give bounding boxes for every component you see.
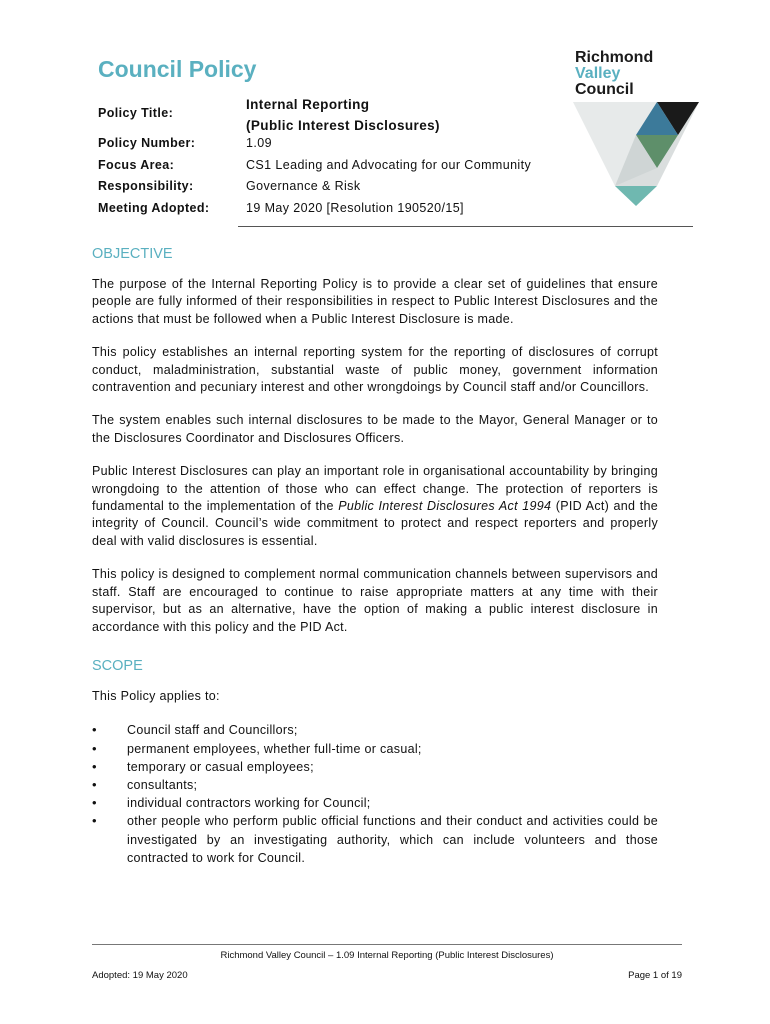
meeting-adopted-row bbox=[98, 201, 693, 223]
footer-document-title: Richmond Valley Council – 1.09 Internal Reporting (Public Interest Disclosures) bbox=[220, 950, 554, 961]
objective-heading: OBJECTIVE bbox=[92, 246, 173, 262]
council-logo bbox=[575, 50, 653, 98]
objective-paragraph-3: The system enables such internal disclosures to be made to the Mayor, General Manager or to the Disclosures Coordinator and Disclosures Officers. bbox=[92, 413, 658, 445]
logo-line-2: Valley bbox=[575, 65, 621, 82]
policy-title-label: Policy Title: bbox=[98, 106, 174, 120]
policy-body bbox=[92, 246, 658, 867]
focus-area-label: Focus Area: bbox=[98, 157, 175, 172]
policy-details bbox=[98, 92, 693, 222]
scope-intro: This Policy applies to: bbox=[92, 688, 220, 703]
page-title: Council Policy bbox=[98, 56, 257, 82]
focus-area-row bbox=[98, 158, 693, 180]
details-divider bbox=[238, 226, 693, 227]
logo-line-1: Richmond bbox=[575, 49, 654, 66]
policy-number-label: Policy Number: bbox=[98, 136, 196, 150]
list-item: • consultants; bbox=[92, 776, 658, 794]
objective-paragraph-1: The purpose of the Internal Reporting Policy is to provide a clear set of guidelines that ensure people are fully informed of their responsibilities in respect to Public Interest Disclosures and the actions that must be followed when a Public Interest Disclosure is made. bbox=[92, 277, 658, 326]
policy-title-row bbox=[98, 92, 693, 136]
objective-paragraph-5: This policy is designed to complement normal communication channels between supervisors and staff. Staff are encouraged to continue to raise appropriate matters at any time with their supervisor, but as an alternative, have the option of making a public interest disclosure in accordance with this policy and the PID Act. bbox=[92, 567, 658, 634]
logo-line-3: Council bbox=[575, 81, 634, 98]
pid-act-title: Public Interest Disclosures Act 1994 bbox=[338, 499, 552, 514]
responsibility-row bbox=[98, 179, 693, 201]
scope-list bbox=[92, 721, 658, 867]
focus-area-value: CS1 Leading and Advocating for our Community bbox=[246, 157, 532, 172]
policy-number-value: 1.09 bbox=[246, 136, 272, 150]
meeting-adopted-value: 19 May 2020 [Resolution 190520/15] bbox=[246, 200, 464, 215]
footer-divider bbox=[92, 944, 682, 945]
policy-title-line-1: Internal Reporting bbox=[246, 97, 370, 112]
objective-paragraph-4-end: (PID Act) and the integrity of Council. Council’s wide commitment to protect and respect reporters and properly deal with valid disclosures is essential. bbox=[92, 499, 658, 548]
list-item: • temporary or casual employees; bbox=[92, 758, 658, 776]
scope-heading: SCOPE bbox=[92, 657, 143, 674]
list-item: • other people who perform public official functions and their conduct and activities could be investigated by an investigating authority, which can include volunteers and those contracted to work for Council. bbox=[92, 812, 658, 867]
responsibility-label: Responsibility: bbox=[98, 179, 194, 193]
meeting-adopted-label: Meeting Adopted: bbox=[98, 200, 210, 215]
objective-paragraph-4 bbox=[92, 463, 658, 550]
footer-adopted-date: Adopted: 19 May 2020 bbox=[92, 970, 188, 981]
list-item: • Council staff and Councillors; bbox=[92, 721, 658, 739]
policy-title-line-2: (Public Interest Disclosures) bbox=[246, 118, 440, 133]
objective-paragraph-2: This policy establishes an internal reporting system for the reporting of disclosures of corrupt conduct, maladministration, substantial waste of public money, government information contravention and pecuniary interest and other wrongdoings by Council staff and/or Councillors. bbox=[92, 345, 658, 395]
responsibility-value: Governance & Risk bbox=[246, 179, 361, 193]
objective-paragraph-4-start: Public Interest Disclosures can play an important role in organisational accountability by bringing wrongdoing to the attention of those who can effect change. The protection of reporters is fundamental to the implementation of the bbox=[92, 464, 658, 514]
list-item: • permanent employees, whether full-time or casual; bbox=[92, 740, 658, 758]
policy-number-row bbox=[98, 136, 693, 158]
list-item: • individual contractors working for Council; bbox=[92, 794, 658, 812]
policy-title-value bbox=[246, 92, 693, 136]
footer-page-number: Page 1 of 19 bbox=[628, 970, 682, 981]
